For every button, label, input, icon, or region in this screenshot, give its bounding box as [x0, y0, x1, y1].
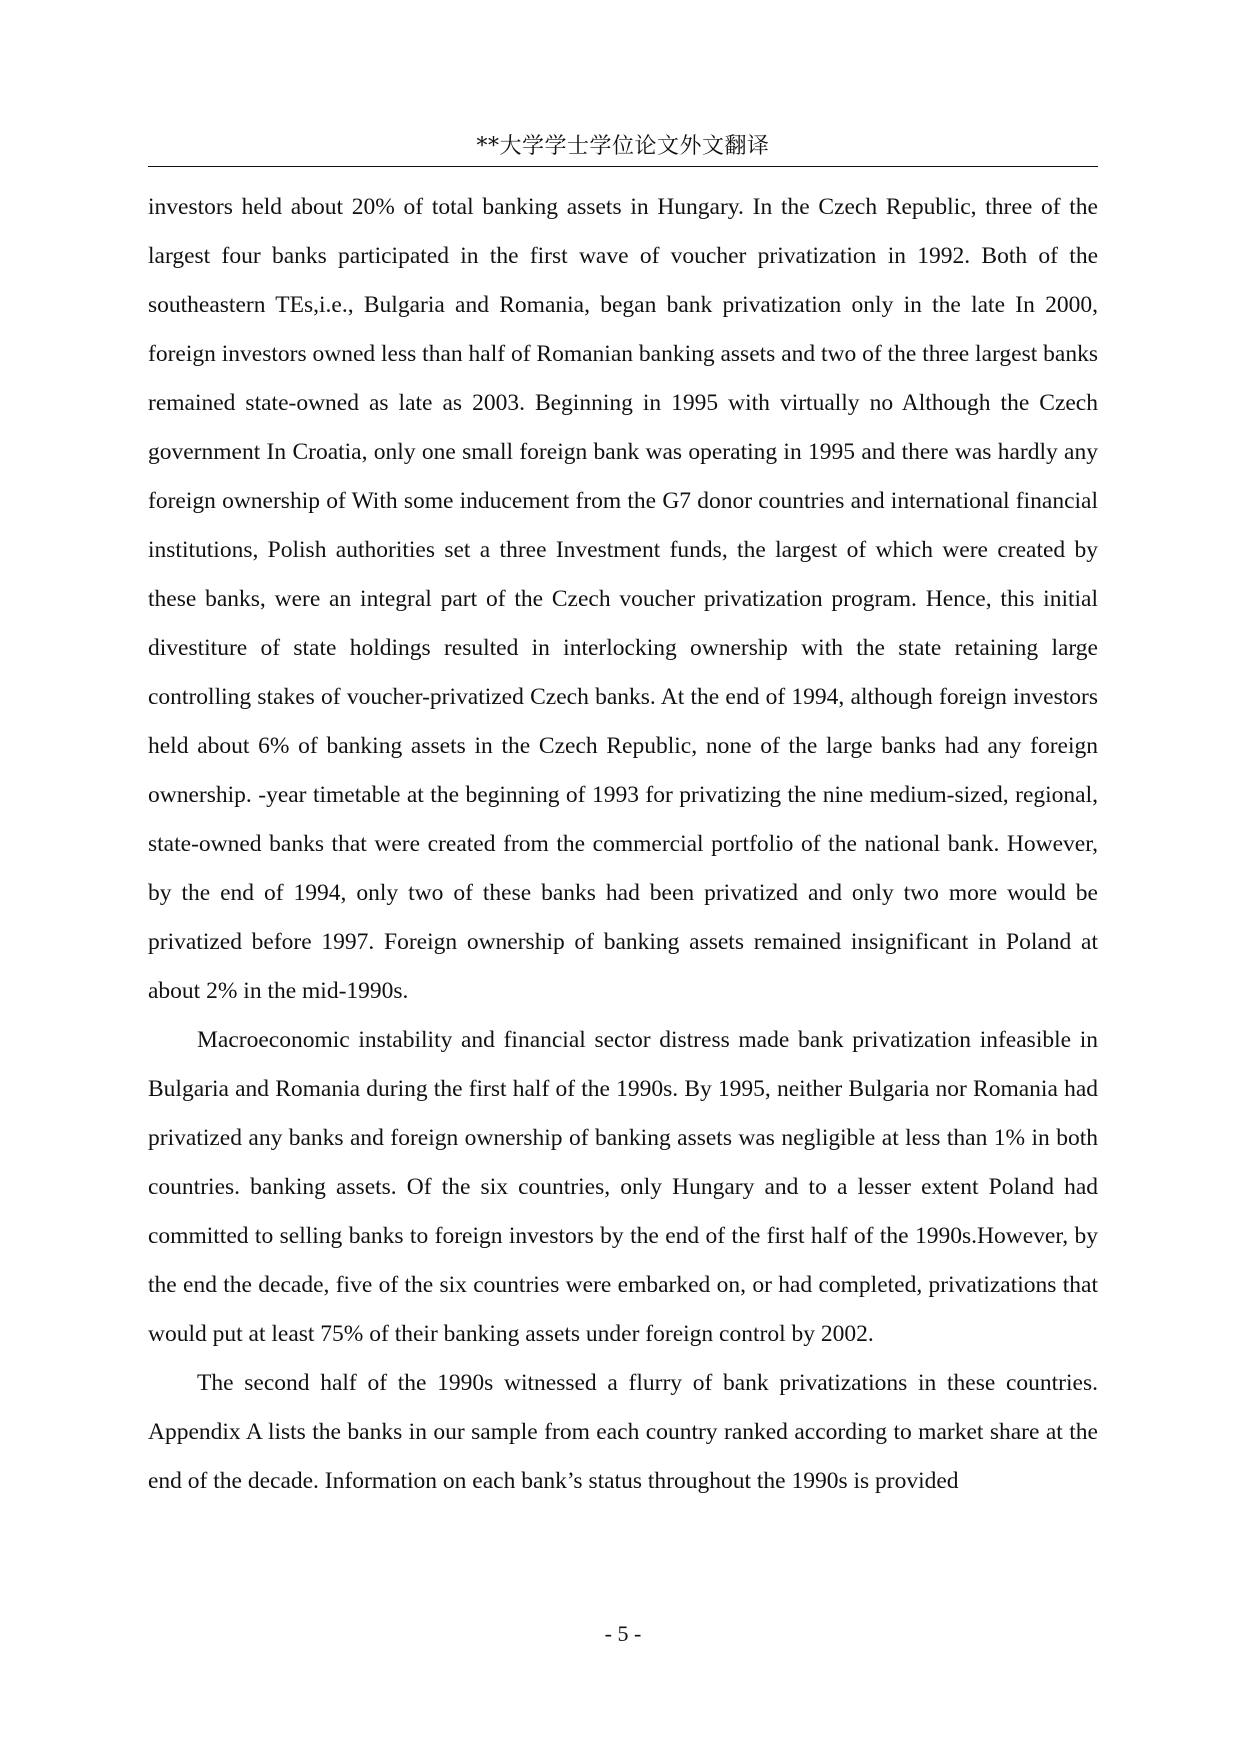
- paragraph-3: The second half of the 1990s witnessed a flurry of bank privatizations in these countries. Appendix A lists the banks in our sample from each country ranked according to market share at the end of the decade. Information on each bank’s status throughout the 1990s is provided: [148, 1370, 1098, 1494]
- header-divider: [148, 166, 1098, 167]
- paragraph-1: investors held about 20% of total banking assets in Hungary. In the Czech Republic, three of the largest four banks participated in the first wave of voucher privatization in 1992. Both of the southeastern TEs,i.e., Bulgaria and Romania, began bank privatization only in the late In 2000, foreign investors owned less than half of Romanian banking assets and two of the three largest banks remained state-owned as late as 2003. Beginning in 1995 with virtually no Although the Czech government In Croatia, only one small foreign bank was operating in 1995 and there was hardly any foreign ownership of With some inducement from the G7 donor countries and international financial institutions, Polish authorities set a three Investment funds, the largest of which were created by these banks, were an integral part of the Czech voucher privatization program. Hence, this initial divestiture of state holdings resulted in interlocking ownership with the state retaining large controlling stakes of voucher-privatized Czech banks. At the end of 1994, although foreign investors held about 6% of banking assets in the Czech Republic, none of the large banks had any foreign ownership. -year timetable at the beginning of 1993 for privatizing the nine medium-sized, regional, state-owned banks that were created from the commercial portfolio of the national bank. However, by the end of 1994, only two of these banks had been privatized and only two more would be privatized before 1997. Foreign ownership of banking assets remained insignificant in Poland at about 2% in the mid-1990s.: [148, 194, 1098, 1004]
- body-text: [148, 183, 1098, 1506]
- page-number: - 5 -: [604, 1621, 642, 1646]
- page-header-title: **大学学士学位论文外文翻译: [476, 134, 770, 159]
- paragraph-2: Macroeconomic instability and financial sector distress made bank privatization infeasible in Bulgaria and Romania during the first half of the 1990s. By 1995, neither Bulgaria nor Romania had privatized any banks and foreign ownership of banking assets was negligible at less than 1% in both countries. banking assets. Of the six countries, only Hungary and to a lesser extent Poland had committed to selling banks to foreign investors by the end of the first half of the 1990s.However, by the end the decade, five of the six countries were embarked on, or had completed, privatizations that would put at least 75% of their banking assets under foreign control by 2002.: [148, 1027, 1098, 1347]
